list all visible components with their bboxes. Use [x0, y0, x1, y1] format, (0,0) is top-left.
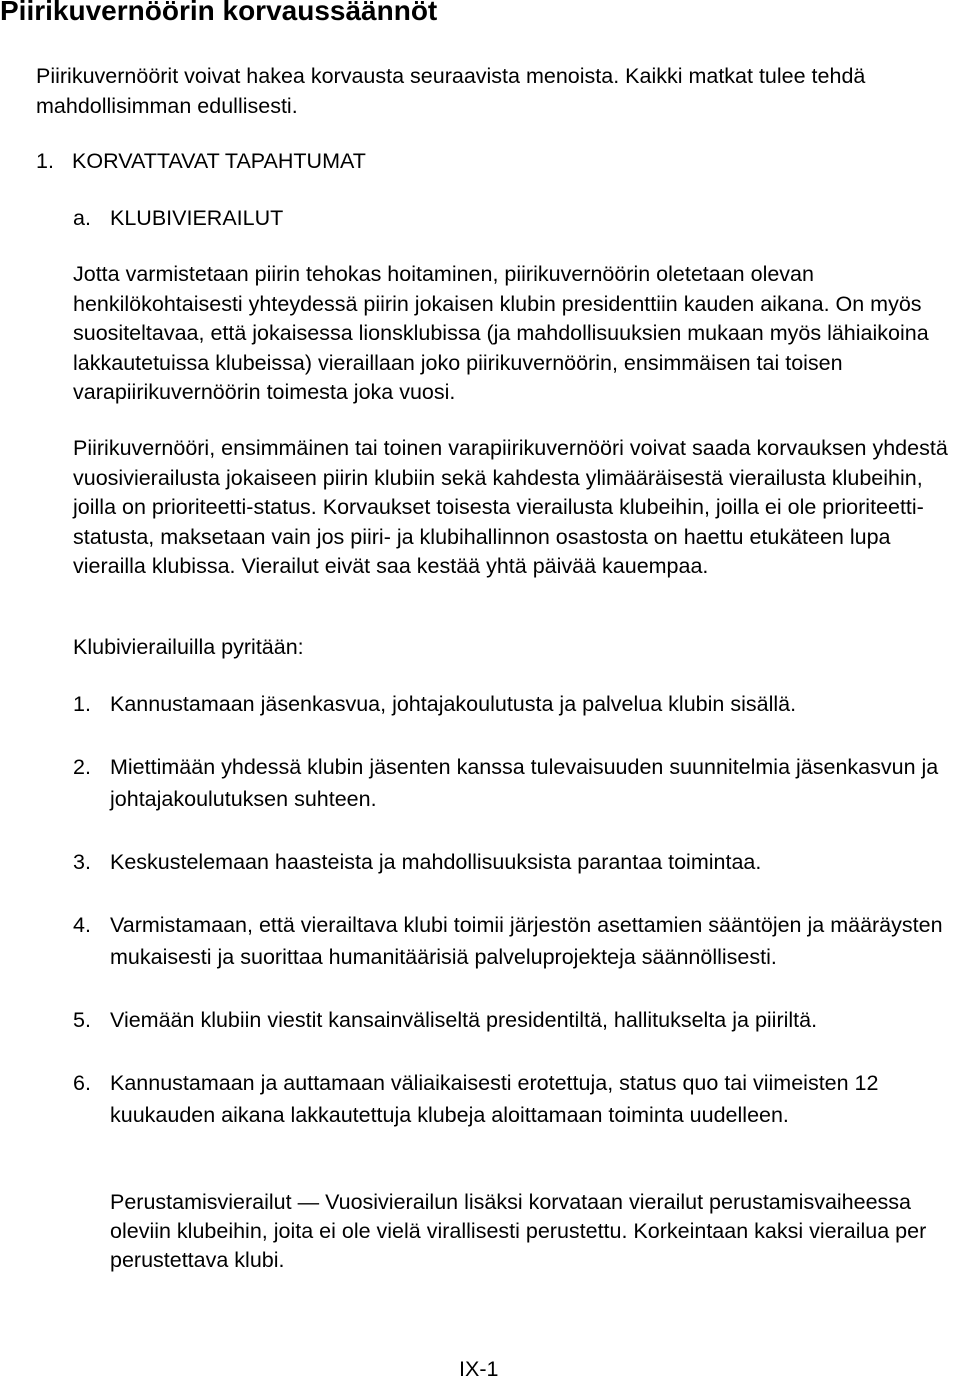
list-item-text: Viemään klubiin viestit kansainväliseltä presidentiltä, hallitukselta ja piiriltä.	[110, 1008, 818, 1032]
subsection-heading-text: KLUBIVIERAILUT	[110, 206, 284, 230]
subsection-heading	[73, 203, 283, 233]
list-item	[73, 1067, 960, 1131]
intro-paragraph: Piirikuvernöörit voivat hakea korvausta seuraavista menoista. Kaikki matkat tulee tehdä mahdollisimman edullisesti.	[36, 64, 866, 119]
list-item-text: Kannustamaan ja auttamaan väliaikaisesti erotettuja, status quo tai viimeisten 12 kuukauden aikana lakkautettuja klubeja aloittamaan toiminta uudelleen.	[110, 1071, 879, 1127]
document-title: Piirikuvernöörin korvaussäännöt	[0, 0, 438, 26]
section-heading	[36, 146, 366, 176]
goals-list	[73, 688, 960, 1162]
list-item-number: 3.	[73, 850, 91, 874]
founding-visits-paragraph: Perustamisvierailut — Vuosivierailun lisäksi korvataan vierailut perustamisvaiheessa oleviin klubeihin, joita ei ole vielä virallisesti perustettu. Korkeintaan kaksi vierailua per perustettava klubi.	[110, 1190, 927, 1272]
list-item-text: Varmistamaan, että vierailtava klubi toimii järjestön asettamien sääntöjen ja määräysten mukaisesti ja suorittaa humanitäärisiä palveluprojekteja säännöllisesti.	[110, 913, 943, 969]
list-item-number: 2.	[73, 755, 91, 779]
subsection-letter: a.	[73, 206, 91, 230]
section-heading-text: KORVATTAVAT TAPAHTUMAT	[72, 149, 366, 173]
list-item-number: 1.	[73, 692, 91, 716]
list-item	[73, 909, 960, 973]
list-item	[73, 846, 960, 878]
goals-intro: Klubivierailuilla pyritään:	[73, 635, 304, 659]
list-item-number: 4.	[73, 913, 91, 937]
section-number: 1.	[36, 149, 54, 173]
list-item	[73, 688, 960, 720]
page-number: IX-1	[459, 1357, 499, 1381]
list-item-text: Miettimään yhdessä klubin jäsenten kanssa tulevaisuuden suunnitelmia jäsenkasvun ja johtajakoulutuksen suhteen.	[110, 755, 939, 811]
body-paragraph: Piirikuvernööri, ensimmäinen tai toinen varapiirikuvernööri voivat saada korvauksen yhdestä vuosivierailusta jokaiseen piirin klubiin sekä kahdesta ylimääräisestä vierailusta klubeihin, joilla on prioriteetti-status. Korvaukset toisesta vierailusta klubeihin, joilla ei ole prioriteetti-statusta, maksetaan vain jos piiri- ja klubihallinnon osastosta on haettu etukäteen lupa vierailla klubissa. Vierailut eivät saa kestää yhtä päivää kauempaa.	[73, 436, 948, 578]
list-item	[73, 1004, 960, 1036]
list-item-text: Keskustelemaan haasteista ja mahdollisuuksista parantaa toimintaa.	[110, 850, 762, 874]
list-item	[73, 751, 960, 815]
list-item-number: 6.	[73, 1071, 91, 1095]
body-paragraph: Jotta varmistetaan piirin tehokas hoitaminen, piirikuvernöörin oletetaan olevan henkilökohtaisesti yhteydessä piirin jokaisen klubin presidenttiin kauden aikana. On myös suositeltavaa, että jokaisessa lionsklubissa (ja mahdollisuuksien mukaan myös lähiaikoina lakkautetuissa klubeissa) vieraillaan joko piirikuvernöörin, ensimmäisen tai toisen varapiirikuvernöörin toimesta joka vuosi.	[73, 262, 929, 404]
list-item-text: Kannustamaan jäsenkasvua, johtajakoulutusta ja palvelua klubin sisällä.	[110, 692, 797, 716]
list-item-number: 5.	[73, 1008, 91, 1032]
